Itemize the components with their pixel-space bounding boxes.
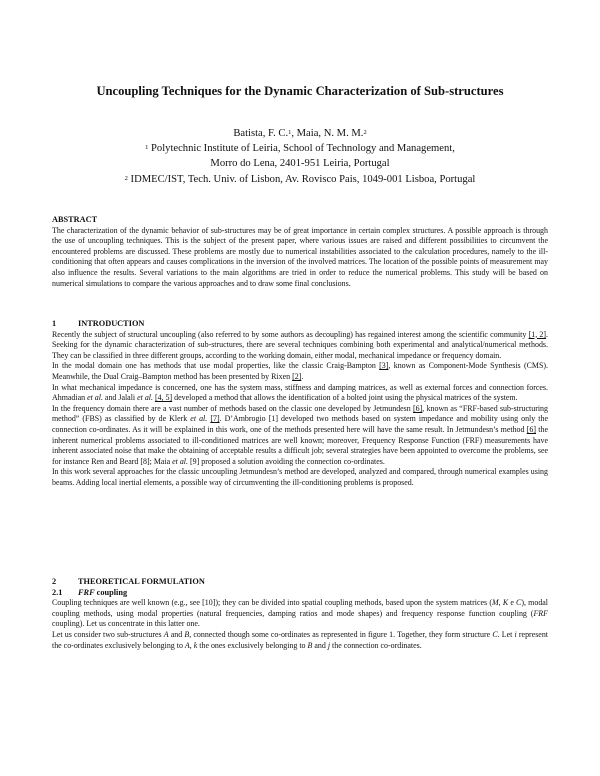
citation-link[interactable]: [4, 5] bbox=[154, 393, 173, 403]
et-al: et al. bbox=[87, 393, 103, 403]
subsection-2-1-heading bbox=[52, 588, 548, 599]
affiliation-1-line1: Polytechnic Institute of Leiria, School of Technology and Management, bbox=[148, 143, 455, 155]
math-symbol: A bbox=[163, 629, 169, 639]
text-run: . Let bbox=[497, 629, 515, 639]
text-run: , bbox=[189, 640, 194, 650]
text-run: the inherent numerical problems associated to ill-conditioned matrices are well known; moreover, Frequency Response Function (FRF) measurements have inherent associated noise that make the obtaining of acceptable results a difficult job; several strategies have been appointed to overcome the problems, see for instance Ren and Beard [8]; Maia bbox=[52, 424, 548, 466]
math-symbol: i bbox=[514, 629, 517, 639]
math-symbol: FRF bbox=[533, 608, 548, 618]
paper-title: Uncoupling Techniques for the Dynamic Characterization of Sub-structures bbox=[96, 84, 504, 98]
text-run: In the modal domain one has methods that use modal properties, like the classic Craig-Bampton bbox=[52, 361, 380, 371]
text-run: e bbox=[508, 598, 517, 608]
abstract-heading: ABSTRACT bbox=[52, 215, 98, 224]
math-symbol: M bbox=[491, 598, 499, 608]
affiliation-1-sup: 1 bbox=[145, 144, 149, 152]
intro-paragraph-2 bbox=[52, 361, 548, 382]
text-run: represent the co-ordinates exclusively belonging to bbox=[52, 629, 548, 650]
section-1-title: INTRODUCTION bbox=[78, 319, 145, 328]
text-run: developed a method that allows the identification of a bolted joint using the physical matrices of the system. bbox=[172, 393, 518, 403]
intro-paragraph-5: In this work several approaches for the classic uncoupling Jetmundesn’s method are developed, analyzed and compared, through numerical examples using beams. Adding local inertial elements, a possible way of circumventing the ill-conditioning problems is proposed. bbox=[52, 467, 548, 487]
et-al: et al. bbox=[172, 456, 188, 466]
section-theoretical-formulation bbox=[52, 577, 548, 651]
text-run: and bbox=[312, 640, 328, 650]
et-al: et al. bbox=[137, 393, 153, 403]
abstract-section bbox=[52, 215, 548, 289]
formulation-paragraph-1 bbox=[52, 598, 548, 630]
math-symbol: C bbox=[492, 629, 498, 639]
author-line bbox=[0, 126, 600, 141]
citation-link[interactable]: [1, 2] bbox=[528, 329, 547, 339]
math-symbol: j bbox=[327, 640, 331, 650]
section-2-title: THEORETICAL FORMULATION bbox=[78, 577, 205, 586]
affiliation-2 bbox=[0, 172, 600, 187]
math-symbol: K bbox=[502, 598, 509, 608]
text-run: In what mechanical impedance is concerned, one has the system mass, stiffness and damping matrices, as well as external forces and connection forces. Ahmadian bbox=[52, 382, 548, 403]
text-run: and Jalali bbox=[102, 393, 138, 403]
text-run: ), modal coupling methods, using modal properties (natural frequencies, damping ratios and mode shapes) and frequency response function coupling ( bbox=[52, 598, 549, 618]
intro-paragraph-4 bbox=[52, 404, 548, 468]
math-symbol: B bbox=[307, 640, 313, 650]
text-run: . bbox=[301, 371, 304, 381]
citation-link[interactable]: [2] bbox=[292, 371, 302, 381]
abstract-text: The characterization of the dynamic behavior of sub-structures may be of great importance in certain complex structures. A possible approach is through the use of uncoupling techniques. This is the subject of the present paper, where various issues are raised and different possibilities to circumvent the encountered problems are discussed. These problems are mostly due to numerical instabilities associated to the calculation procedures, namely to the ill-conditioning that often appears and causes complications in the inversion of the involved matrices. The location of the possible points of measurement may also influence the results. Several variations to the main algorithms are tried in order to reduce the numerical problems. This study will be based on numerical simulations to compare the various approaches and to draw some final conclusions. bbox=[52, 225, 548, 288]
author-separator: , bbox=[291, 128, 297, 139]
text-run: , connected though some co-ordinates as represented in figure 1. Together, they form structure bbox=[189, 629, 493, 639]
math-symbol: C bbox=[516, 598, 522, 608]
citation-link[interactable]: [6] bbox=[526, 424, 537, 434]
text-run: and bbox=[168, 629, 185, 639]
text-run: the connection co-ordinates. bbox=[330, 640, 422, 650]
et-al: et al. bbox=[190, 414, 208, 424]
author-2-sup: 2 bbox=[363, 129, 367, 136]
affiliation-1 bbox=[0, 141, 600, 156]
text-run: [9] proposed a solution avoiding the connection co-ordinates. bbox=[188, 456, 385, 466]
section-1-number: 1 bbox=[52, 319, 57, 328]
formulation-paragraph-2 bbox=[52, 630, 548, 651]
subsection-2-1-title: coupling bbox=[94, 587, 128, 597]
section-2-number: 2 bbox=[52, 577, 57, 586]
text-run: Recently the subject of structural uncoupling (also referred to by some authors as decoupling) has regained interest among the scientific community bbox=[52, 329, 529, 339]
author-1-sup: 1 bbox=[288, 129, 292, 136]
intro-paragraph-1 bbox=[52, 330, 548, 362]
text-run: Coupling techniques are well known (e.g., see [10]); they can be divided into spatial coupling methods, based upon the system matrices ( bbox=[52, 598, 492, 608]
text-run: In the frequency domain there are a vast number of methods based on the classic one developed by Jetmundesn bbox=[52, 403, 414, 413]
affiliation-1-address: Morro do Lena, 2401-951 Leiria, Portugal bbox=[210, 158, 390, 170]
section-introduction bbox=[52, 319, 548, 489]
text-run: . D’Ambrogio [1] developed two methods based on system impedance and mobility using only the connection co-ordinates. As it will be explained in this work, one of the methods presented here will have the same result. In Jetmundesn’s method bbox=[52, 414, 548, 434]
citation-link[interactable]: [7] bbox=[210, 414, 220, 424]
math-symbol: k bbox=[193, 640, 198, 650]
section-2-heading bbox=[52, 577, 548, 588]
intro-paragraph-3 bbox=[52, 383, 548, 404]
subsection-2-1-title-italic: FRF bbox=[78, 587, 95, 597]
section-1-heading bbox=[52, 319, 548, 330]
text-run: , known as Component-Mode Synthesis (CMS). Meanwhile, the Dual Craig–Bampton method has been presented by Rixen bbox=[52, 361, 548, 381]
text-run: coupling). Let us concentrate in this latter one. bbox=[52, 619, 200, 629]
text-run: the ones exclusively belonging to bbox=[197, 640, 308, 650]
citation-link[interactable]: [3] bbox=[379, 361, 389, 371]
affiliation-2-line1: IDMEC/IST, Tech. Univ. of Lisbon, Av. Rovisco Pais, 1049-001 Lisboa, Portugal bbox=[127, 173, 476, 185]
math-symbol: A bbox=[184, 640, 190, 650]
authors-block bbox=[0, 126, 600, 187]
text-run: Let us consider two sub-structures bbox=[52, 629, 164, 639]
subsection-2-1-number: 2.1 bbox=[52, 587, 63, 597]
citation-link[interactable]: [6] bbox=[413, 403, 423, 413]
author-2: Maia, N. M. M. bbox=[296, 128, 364, 139]
text-run: . Seeking for the dynamic characterization of sub-structures, there are several techniques combining both experimental and analytical/numerical methods. They can be classified in three different groups, according to the working domain, either modal, mechanical impedance or frequency domain. bbox=[52, 329, 548, 360]
text-run: , bbox=[498, 598, 503, 608]
author-1: Batista, F. C. bbox=[233, 128, 289, 139]
text-run: , known as “FRF-based sub-structuring method” (FBS) as classified by de Klerk bbox=[52, 403, 548, 424]
math-symbol: B bbox=[184, 629, 190, 639]
affiliation-2-sup: 2 bbox=[124, 174, 128, 182]
